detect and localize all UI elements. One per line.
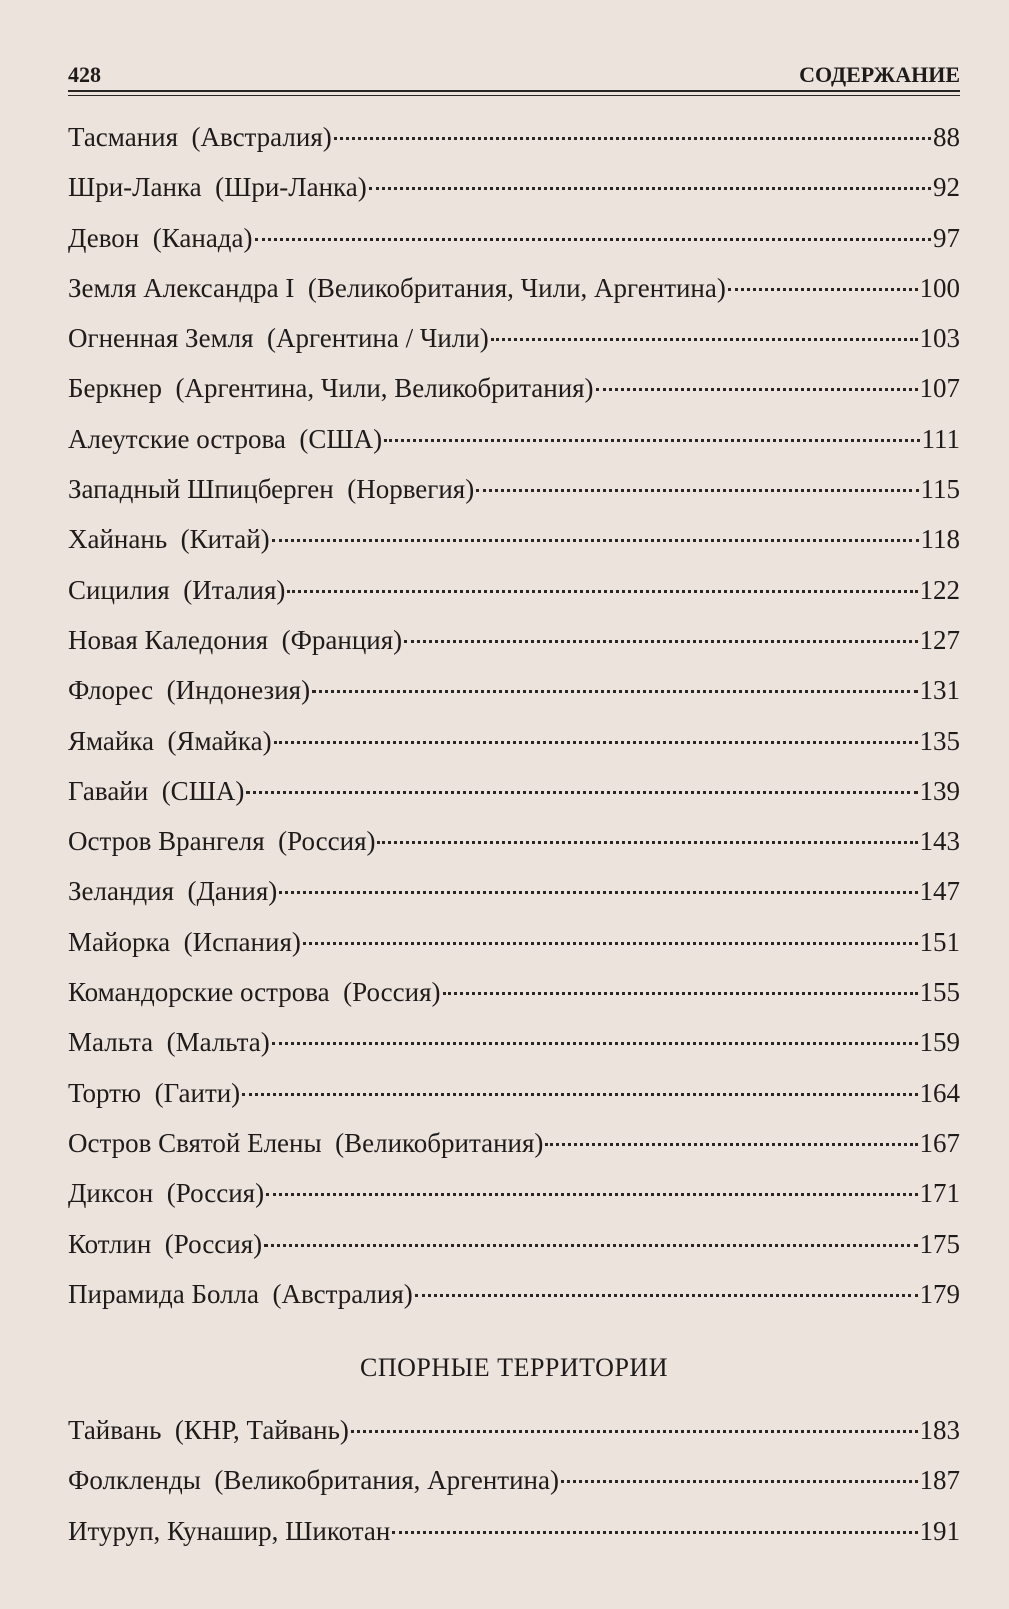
toc-entry-title: Тайвань (КНР, Тайвань) [68,1415,349,1446]
dot-leader [274,741,918,744]
toc-entry [68,1118,960,1168]
toc-entry-page: 97 [933,222,960,253]
toc-entry-title: Новая Каледония (Франция) [68,624,403,655]
toc-entry-page: 151 [919,926,960,957]
toc-entry-title: Зеландия (Дания) [68,876,278,907]
page-number: 428 [68,62,101,87]
toc-entry-page: 191 [919,1515,960,1546]
toc-entry-page: 107 [919,373,960,404]
toc-entry-page: 100 [919,272,960,303]
toc-entry [68,967,960,1017]
dot-leader [303,942,918,945]
toc-entry-title: Шри-Ланка (Шри-Ланка) [68,172,367,203]
dot-leader [476,489,918,492]
toc-entry-title: Хайнань (Китай) [68,524,270,555]
toc-entry [68,263,960,313]
toc-entry-title: Остров Святой Елены (Великобритания) [68,1127,544,1158]
toc-entry-page: 127 [919,624,960,655]
toc-entry-title: Беркнер (Аргентина, Чили, Великобритания) [68,373,594,404]
toc-entry-title: Ямайка (Ямайка) [68,725,272,756]
toc-entry-title: Гавайи (США) [68,775,245,806]
header-rule [68,90,960,92]
dot-leader [728,288,918,291]
toc-entry-page: 155 [919,977,960,1008]
toc-entry-page: 183 [919,1415,960,1446]
toc-entry-page: 143 [919,826,960,857]
toc-entry-title: Огненная Земля (Аргентина / Чили) [68,323,489,354]
toc-entry [68,162,960,212]
toc-entry [68,1405,960,1455]
dot-leader [384,439,919,442]
toc-entry-page: 171 [919,1178,960,1209]
dot-leader [443,992,918,995]
toc-entry [68,313,960,363]
toc-entry [68,363,960,413]
section-heading: СПОРНЫЕ ТЕРРИТОРИИ [360,1353,668,1383]
dot-leader [279,891,917,894]
toc-entry-title: Алеутские острова (США) [68,423,383,454]
dot-leader [255,238,931,241]
toc-entry-title: Командорские острова (Россия) [68,977,441,1008]
toc-entry-page: 135 [919,725,960,756]
toc-entry-page: 131 [919,675,960,706]
dot-leader [264,1244,917,1247]
toc-entry-page: 92 [933,172,960,203]
dot-leader [242,1093,917,1096]
toc-entry [68,917,960,967]
dot-leader [266,1193,917,1196]
toc-entry-title: Сицилия (Италия) [68,574,286,605]
toc-entry-page: 122 [919,574,960,605]
toc-entry [68,665,960,715]
toc-entry [68,1168,960,1218]
toc-entry-page: 179 [919,1278,960,1309]
toc-entry [68,1269,960,1319]
dot-leader [272,539,919,542]
toc-entries [68,112,960,1319]
dot-leader [491,338,918,341]
toc-entry-title: Мальта (Мальта) [68,1027,270,1058]
toc-entry [68,514,960,564]
header-rule-thin [68,95,960,96]
toc-entry [68,565,960,615]
dot-leader [369,187,931,190]
toc-entry-title: Западный Шпицберген (Норвегия) [68,474,475,505]
toc-entry [68,1506,960,1556]
toc-entry-title: Тортю (Гаити) [68,1077,241,1108]
toc-entry-page: 88 [933,122,960,152]
toc-entry [68,112,960,162]
toc-entry-title: Фолкленды (Великобритания, Аргентина) [68,1465,559,1496]
toc-entry [68,816,960,866]
dot-leader [377,841,917,844]
toc-entry [68,464,960,514]
table-of-contents [68,112,960,1556]
toc-entry [68,1068,960,1118]
toc-entry-title: Тасмания (Австралия) [68,122,332,152]
toc-entry [68,213,960,263]
toc-entry-page: 147 [919,876,960,907]
dot-leader [596,388,918,391]
page-header [68,58,960,98]
toc-entry-page: 159 [919,1027,960,1058]
dot-leader [272,1042,918,1045]
toc-entry-page: 167 [919,1127,960,1158]
toc-entry-page: 139 [919,775,960,806]
toc-entry-page: 103 [919,323,960,354]
toc-entry-title: Котлин (Россия) [68,1228,263,1259]
dot-leader [392,1531,917,1534]
toc-entry [68,414,960,464]
running-title: СОДЕРЖАНИЕ [799,62,960,87]
toc-entry-title: Девон (Канада) [68,222,253,253]
dot-leader [404,640,917,643]
toc-entry-page: 187 [919,1465,960,1496]
toc-entry [68,716,960,766]
toc-entry [68,1455,960,1505]
toc-entry [68,866,960,916]
toc-entry-title: Земля Александра I (Великобритания, Чили, Аргентина) [68,272,726,303]
section-entries [68,1405,960,1556]
dot-leader [246,791,917,794]
toc-entry [68,615,960,665]
dot-leader [351,1430,918,1433]
dot-leader [334,137,931,140]
toc-entry-title: Итуруп, Кунашир, Шикотан [68,1515,391,1546]
toc-entry-title: Пирамида Болла (Австралия) [68,1278,413,1309]
dot-leader [415,1294,918,1297]
toc-entry-page: 115 [920,474,960,505]
toc-entry-page: 118 [920,524,960,555]
toc-entry [68,766,960,816]
toc-entry-page: 111 [921,423,960,454]
toc-entry-title: Флорес (Индонезия) [68,675,311,706]
toc-entry-title: Диксон (Россия) [68,1178,265,1209]
toc-entry [68,1219,960,1269]
toc-entry-page: 175 [919,1228,960,1259]
dot-leader [287,590,917,593]
toc-entry-title: Остров Врангеля (Россия) [68,826,376,857]
dot-leader [561,1480,918,1483]
dot-leader [312,690,917,693]
dot-leader [545,1143,917,1146]
toc-entry-title: Майорка (Испания) [68,926,301,957]
toc-entry [68,1017,960,1067]
toc-entry-page: 164 [919,1077,960,1108]
